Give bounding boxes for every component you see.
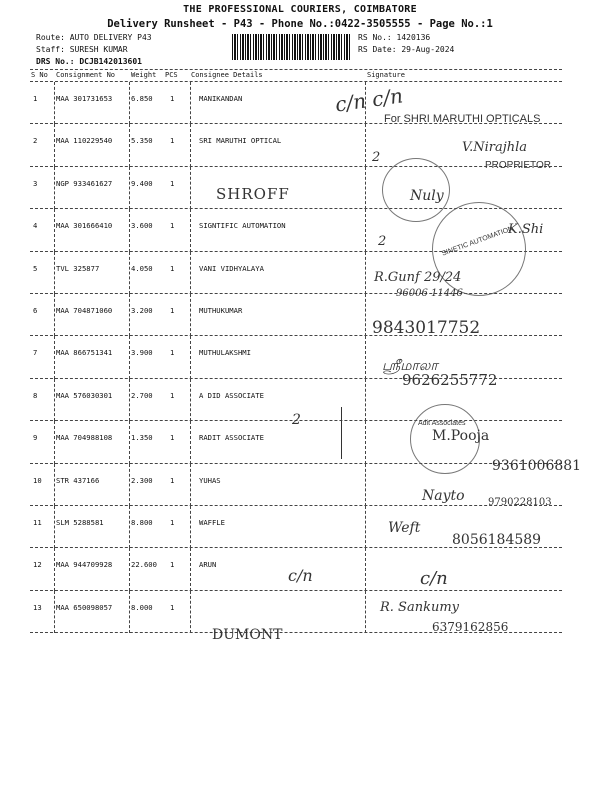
- row-consignment-no: MAA 944709928: [56, 560, 113, 570]
- col-consignee: Consignee Details: [191, 71, 263, 79]
- rs-date: RS Date: 29-Aug-2024: [358, 45, 455, 54]
- row-sno: 3: [33, 178, 38, 188]
- row13-handwritten-name: DUMONT: [212, 627, 283, 643]
- column-divider: [129, 591, 130, 633]
- row-pcs: 1: [170, 136, 175, 146]
- row7-phone: 9626255772: [402, 371, 498, 389]
- row5-signature: R.Gunf 29/24: [374, 270, 462, 285]
- row-weight: 2.300: [131, 475, 153, 485]
- column-divider: [129, 421, 130, 463]
- column-divider: [365, 252, 366, 294]
- column-divider: [129, 379, 130, 421]
- row-consignment-no: MAA 110229540: [56, 136, 113, 146]
- column-divider: [365, 209, 366, 251]
- row8-mark: 2: [292, 412, 301, 428]
- column-divider: [190, 421, 191, 463]
- column-divider: [54, 548, 55, 590]
- column-divider: [129, 548, 130, 590]
- column-divider: [129, 464, 130, 506]
- column-divider: [365, 548, 366, 590]
- row-pcs: 1: [170, 390, 175, 400]
- row-consignment-no: MAA 301731653: [56, 94, 113, 103]
- row4-initial: 2: [378, 234, 387, 249]
- route-label: Route: AUTO DELIVERY P43: [36, 33, 152, 42]
- header-top-rule: [30, 69, 562, 70]
- row-divider: [30, 590, 562, 591]
- row-sno: 8: [33, 390, 38, 400]
- row-pcs: 1: [170, 348, 175, 358]
- column-divider: [129, 506, 130, 548]
- row5-signature-line2: 96006 11446: [396, 288, 463, 299]
- row-sno: 2: [33, 136, 38, 146]
- row-consignment-no: MAA 704988108: [56, 433, 113, 443]
- drs-number: DRS No.: DCJB142013601: [36, 57, 142, 66]
- column-divider: [54, 124, 55, 166]
- col-signature: Signature: [367, 71, 405, 79]
- column-divider: [129, 124, 130, 166]
- row4-signature: K.Shi: [508, 222, 544, 237]
- column-divider: [129, 82, 130, 124]
- column-divider: [190, 548, 191, 590]
- column-divider: [54, 506, 55, 548]
- row8-bracket: [341, 407, 342, 459]
- row-consignment-no: MAA 650098057: [56, 602, 113, 612]
- row-pcs: 1: [170, 178, 175, 188]
- column-divider: [365, 294, 366, 336]
- column-divider: [54, 209, 55, 251]
- row-weight: 4.050: [131, 263, 153, 273]
- row9-handwritten-name: M.Pooja: [432, 428, 490, 444]
- row-consignee: MUTHUKUMAR: [199, 306, 243, 315]
- column-divider: [365, 591, 366, 633]
- column-divider: [190, 294, 191, 336]
- row-pcs: 1: [170, 433, 175, 443]
- row11-signature: Weft: [388, 520, 421, 536]
- row-consignee: ARUN: [199, 560, 217, 570]
- row-consignee: SRI MARUTHI OPTICAL: [199, 136, 282, 146]
- row2-stamp-text: For SHRI MARUTHI OPTICALS: [384, 113, 541, 125]
- row6-phone: 9843017752: [372, 318, 481, 338]
- row1-signature: c/n c/n: [333, 83, 405, 117]
- row-consignment-no: MAA 866751341: [56, 348, 113, 358]
- column-divider: [365, 379, 366, 421]
- column-divider: [190, 379, 191, 421]
- row12-right-mark: c/n: [420, 568, 448, 589]
- column-divider: [129, 252, 130, 294]
- row-consignee: SIGNTIFIC AUTOMATION: [199, 221, 286, 231]
- column-divider: [129, 294, 130, 336]
- row-sno: 5: [33, 263, 38, 273]
- row-weight: 3.900: [131, 348, 153, 358]
- row3-signature: Nuly: [410, 188, 444, 204]
- row-consignment-no: NGP 933461627: [56, 178, 113, 188]
- row10-phone: 9790228103: [488, 497, 552, 508]
- column-divider: [190, 82, 191, 124]
- row3-handwritten-name: SHROFF: [216, 185, 290, 203]
- row13-signature: R. Sankumy: [380, 600, 460, 615]
- column-divider: [190, 124, 191, 166]
- row-pcs: 1: [170, 306, 175, 315]
- row11-phone: 8056184589: [452, 532, 542, 548]
- company-title: THE PROFESSIONAL COURIERS, COIMBATORE: [183, 4, 417, 15]
- column-divider: [190, 209, 191, 251]
- column-divider: [365, 124, 366, 166]
- row-consignment-no: MAA 301666410: [56, 221, 113, 231]
- row-consignee: WAFFLE: [199, 518, 225, 527]
- column-divider: [54, 252, 55, 294]
- column-divider: [54, 167, 55, 209]
- row-pcs: 1: [170, 263, 175, 273]
- row-weight: 8.800: [131, 518, 153, 527]
- row-pcs: 1: [170, 560, 175, 570]
- row-divider: [30, 166, 562, 167]
- row-divider: [30, 463, 562, 464]
- col-weight: Weight: [131, 71, 157, 79]
- column-divider: [54, 464, 55, 506]
- column-divider: [365, 336, 366, 378]
- column-divider: [190, 506, 191, 548]
- row2-signature: V.Nirajhla: [462, 140, 528, 155]
- row-pcs: 1: [170, 518, 175, 527]
- column-divider: [190, 167, 191, 209]
- column-divider: [129, 167, 130, 209]
- row7-tamil-signature: ஸ்ரீமாலா: [382, 358, 438, 374]
- row-sno: 1: [33, 94, 38, 103]
- row-sno: 11: [33, 518, 42, 527]
- row-weight: 5.350: [131, 136, 153, 146]
- row-weight: 2.700: [131, 390, 153, 400]
- row12-left-mark: c/n: [288, 566, 313, 585]
- row13-phone: 6379162856: [432, 620, 509, 634]
- row-sno: 12: [33, 560, 42, 570]
- row-pcs: 1: [170, 602, 175, 612]
- row-divider: [30, 335, 562, 336]
- row-consignment-no: TVL 325877: [56, 263, 100, 273]
- row-consignee: A DID ASSOCIATE: [199, 390, 264, 400]
- row-sno: 7: [33, 348, 38, 358]
- column-divider: [54, 294, 55, 336]
- row-consignee: MANIKANDAN: [199, 94, 243, 103]
- column-divider: [54, 379, 55, 421]
- column-divider: [54, 421, 55, 463]
- col-consignment: Consignment No: [56, 71, 116, 79]
- row-weight: 6.850: [131, 94, 153, 103]
- row-consignment-no: SLM 5288581: [56, 518, 104, 527]
- row-sno: 9: [33, 433, 38, 443]
- row-weight: 8.000: [131, 602, 153, 612]
- row-sno: 10: [33, 475, 42, 485]
- column-divider: [129, 209, 130, 251]
- barcode: [232, 34, 350, 60]
- row-sno: 4: [33, 221, 38, 231]
- column-divider: [365, 506, 366, 548]
- column-divider: [54, 336, 55, 378]
- column-divider: [190, 336, 191, 378]
- col-pcs: PCS: [165, 71, 178, 79]
- column-divider: [190, 591, 191, 633]
- row-consignment-no: MAA 704871060: [56, 306, 113, 315]
- column-divider: [190, 252, 191, 294]
- row-pcs: 1: [170, 475, 175, 485]
- row-consignment-no: MAA 576030301: [56, 390, 113, 400]
- row2-initial: 2: [372, 150, 381, 165]
- column-divider: [54, 591, 55, 633]
- row-weight: 9.400: [131, 178, 153, 188]
- row-consignee: YUHAS: [199, 475, 221, 485]
- column-divider: [190, 464, 191, 506]
- row-divider: [30, 505, 562, 506]
- row-consignee: RADIT ASSOCIATE: [199, 433, 264, 443]
- row-weight: 1.350: [131, 433, 153, 443]
- row8-stamp-text: Adit Associates: [418, 420, 466, 427]
- column-divider: [365, 167, 366, 209]
- header-bottom-rule: [30, 81, 562, 82]
- column-divider: [365, 421, 366, 463]
- row-weight: 3.200: [131, 306, 153, 315]
- row-sno: 6: [33, 306, 38, 315]
- row-pcs: 1: [170, 94, 175, 103]
- row-pcs: 1: [170, 221, 175, 231]
- row-weight: 3.600: [131, 221, 153, 231]
- rs-number: RS No.: 1420136: [358, 33, 431, 42]
- row-consignee: VANI VIDHYALAYA: [199, 263, 264, 273]
- row-consignment-no: STR 437166: [56, 475, 100, 485]
- row-consignee: MUTHULAKSHMI: [199, 348, 251, 358]
- row-weight: 22.600: [131, 560, 157, 570]
- row-sno: 13: [33, 602, 42, 612]
- row4-stamp-text: SINETIC AUTOMATION: [441, 225, 515, 258]
- column-divider: [54, 82, 55, 124]
- column-divider: [129, 336, 130, 378]
- staff-label: Staff: SURESH KUMAR: [36, 45, 128, 54]
- row10-signature: Nayto: [422, 488, 465, 504]
- runsheet-title: Delivery Runsheet - P43 - Phone No.:0422-3505555 - Page No.:1: [107, 18, 493, 30]
- row2-stamp-role: PROPRIETOR: [485, 160, 551, 171]
- column-divider: [365, 464, 366, 506]
- col-sno: S No: [31, 71, 48, 79]
- row9-phone: 9361006881: [492, 458, 582, 474]
